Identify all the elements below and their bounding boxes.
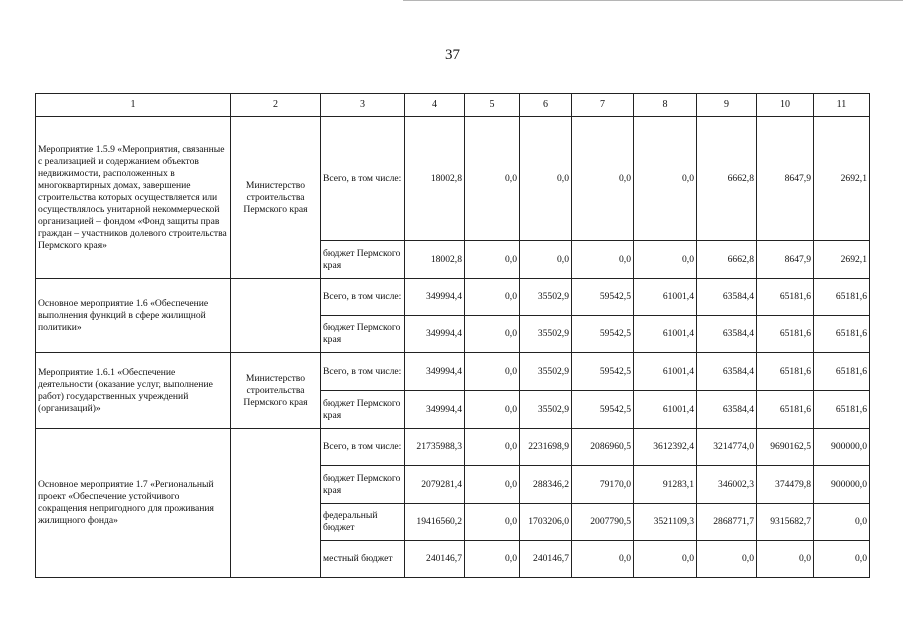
amount-cell: 61001,4 <box>634 353 697 391</box>
funding-source-cell: бюджет Пермского края <box>321 241 405 279</box>
amount-cell: 3521109,3 <box>634 504 697 541</box>
amount-cell: 0,0 <box>814 504 870 541</box>
amount-cell: 59542,5 <box>572 316 634 353</box>
amount-cell: 0,0 <box>465 241 520 279</box>
amount-cell: 2079281,4 <box>405 466 465 504</box>
amount-cell: 35502,9 <box>520 353 572 391</box>
amount-cell: 0,0 <box>465 466 520 504</box>
funding-source-cell: бюджет Пермского края <box>321 316 405 353</box>
amount-cell: 240146,7 <box>520 541 572 578</box>
amount-cell: 2231698,9 <box>520 429 572 466</box>
amount-cell: 63584,4 <box>697 353 757 391</box>
amount-cell: 346002,3 <box>697 466 757 504</box>
amount-cell: 65181,6 <box>757 279 814 316</box>
header-row <box>36 94 870 117</box>
amount-cell: 349994,4 <box>405 391 465 429</box>
header-cell: 2 <box>231 94 321 117</box>
amount-cell: 0,0 <box>757 541 814 578</box>
amount-cell: 65181,6 <box>757 391 814 429</box>
amount-cell: 900000,0 <box>814 429 870 466</box>
amount-cell: 35502,9 <box>520 391 572 429</box>
amount-cell: 6662,8 <box>697 117 757 241</box>
amount-cell: 374479,8 <box>757 466 814 504</box>
amount-cell: 61001,4 <box>634 391 697 429</box>
amount-cell: 0,0 <box>520 117 572 241</box>
funding-source-cell: бюджет Пермского края <box>321 466 405 504</box>
header-cell: 3 <box>321 94 405 117</box>
amount-cell: 6662,8 <box>697 241 757 279</box>
amount-cell: 8647,9 <box>757 117 814 241</box>
funding-source-cell: местный бюджет <box>321 541 405 578</box>
amount-cell: 0,0 <box>465 391 520 429</box>
measure-description-cell: Мероприятие 1.6.1 «Обеспечение деятельности (оказание услуг, выполнение работ) государственных учреждений (организаций)» <box>36 353 231 429</box>
top-rule <box>403 0 903 1</box>
amount-cell: 2868771,7 <box>697 504 757 541</box>
amount-cell: 18002,8 <box>405 117 465 241</box>
amount-cell: 63584,4 <box>697 391 757 429</box>
amount-cell: 63584,4 <box>697 316 757 353</box>
amount-cell: 9315682,7 <box>757 504 814 541</box>
amount-cell: 3612392,4 <box>634 429 697 466</box>
amount-cell: 2007790,5 <box>572 504 634 541</box>
amount-cell: 3214774,0 <box>697 429 757 466</box>
amount-cell: 0,0 <box>634 241 697 279</box>
table-row <box>36 429 870 466</box>
funding-source-cell: Всего, в том числе: <box>321 353 405 391</box>
measure-description-cell: Мероприятие 1.5.9 «Мероприятия, связанные с реализацией и содержанием объектов недвижимости, расположенных в многоквартирных домах, завершение строительства которых осуществляется или осуществлялось унитарной некоммерческой организацией – фондом «Фонд защиты прав граждан – участников долевого строительства Пермского края» <box>36 117 231 279</box>
amount-cell: 65181,6 <box>757 316 814 353</box>
amount-cell: 91283,1 <box>634 466 697 504</box>
amount-cell: 65181,6 <box>814 316 870 353</box>
header-cell: 10 <box>757 94 814 117</box>
amount-cell: 8647,9 <box>757 241 814 279</box>
amount-cell: 0,0 <box>814 541 870 578</box>
funding-source-cell: Всего, в том числе: <box>321 279 405 316</box>
header-cell: 6 <box>520 94 572 117</box>
header-cell: 5 <box>465 94 520 117</box>
amount-cell: 61001,4 <box>634 316 697 353</box>
amount-cell: 0,0 <box>465 279 520 316</box>
amount-cell: 35502,9 <box>520 279 572 316</box>
header-cell: 7 <box>572 94 634 117</box>
table-row <box>36 279 870 316</box>
amount-cell: 240146,7 <box>405 541 465 578</box>
amount-cell: 59542,5 <box>572 391 634 429</box>
amount-cell: 59542,5 <box>572 279 634 316</box>
table-row <box>36 117 870 241</box>
amount-cell: 288346,2 <box>520 466 572 504</box>
page-number: 37 <box>445 47 460 63</box>
header-cell: 1 <box>36 94 231 117</box>
amount-cell: 2692,1 <box>814 117 870 241</box>
amount-cell: 61001,4 <box>634 279 697 316</box>
amount-cell: 0,0 <box>465 353 520 391</box>
amount-cell: 59542,5 <box>572 353 634 391</box>
amount-cell: 2692,1 <box>814 241 870 279</box>
amount-cell: 63584,4 <box>697 279 757 316</box>
header-cell: 11 <box>814 94 870 117</box>
header-cell: 8 <box>634 94 697 117</box>
funding-source-cell: федеральный бюджет <box>321 504 405 541</box>
measure-description-cell: Основное мероприятие 1.6 «Обеспечение выполнения функций в сфере жилищной политики» <box>36 279 231 353</box>
amount-cell: 0,0 <box>634 117 697 241</box>
table-row <box>36 353 870 391</box>
header-cell: 9 <box>697 94 757 117</box>
amount-cell: 1703206,0 <box>520 504 572 541</box>
amount-cell: 0,0 <box>634 541 697 578</box>
amount-cell: 0,0 <box>572 541 634 578</box>
amount-cell: 0,0 <box>465 316 520 353</box>
amount-cell: 21735988,3 <box>405 429 465 466</box>
amount-cell: 0,0 <box>465 117 520 241</box>
table-body <box>36 94 870 578</box>
program-funding-table <box>35 93 870 578</box>
amount-cell: 0,0 <box>465 429 520 466</box>
amount-cell: 65181,6 <box>814 279 870 316</box>
amount-cell: 0,0 <box>572 241 634 279</box>
amount-cell: 18002,8 <box>405 241 465 279</box>
executor-cell: Министерство строительства Пермского края <box>231 353 321 429</box>
amount-cell: 349994,4 <box>405 353 465 391</box>
funding-source-cell: Всего, в том числе: <box>321 429 405 466</box>
amount-cell: 19416560,2 <box>405 504 465 541</box>
executor-cell <box>231 429 321 578</box>
amount-cell: 349994,4 <box>405 279 465 316</box>
amount-cell: 0,0 <box>465 504 520 541</box>
funding-source-cell: бюджет Пермского края <box>321 391 405 429</box>
amount-cell: 2086960,5 <box>572 429 634 466</box>
amount-cell: 65181,6 <box>757 353 814 391</box>
measure-description-cell: Основное мероприятие 1.7 «Региональный проект «Обеспечение устойчивого сокращения непригодного для проживания жилищного фонда» <box>36 429 231 578</box>
header-cell: 4 <box>405 94 465 117</box>
amount-cell: 9690162,5 <box>757 429 814 466</box>
amount-cell: 0,0 <box>465 541 520 578</box>
executor-cell <box>231 279 321 353</box>
amount-cell: 65181,6 <box>814 353 870 391</box>
amount-cell: 65181,6 <box>814 391 870 429</box>
executor-cell: Министерство строительства Пермского края <box>231 117 321 279</box>
funding-source-cell: Всего, в том числе: <box>321 117 405 241</box>
amount-cell: 35502,9 <box>520 316 572 353</box>
amount-cell: 0,0 <box>572 117 634 241</box>
amount-cell: 900000,0 <box>814 466 870 504</box>
amount-cell: 0,0 <box>520 241 572 279</box>
amount-cell: 79170,0 <box>572 466 634 504</box>
amount-cell: 349994,4 <box>405 316 465 353</box>
amount-cell: 0,0 <box>697 541 757 578</box>
